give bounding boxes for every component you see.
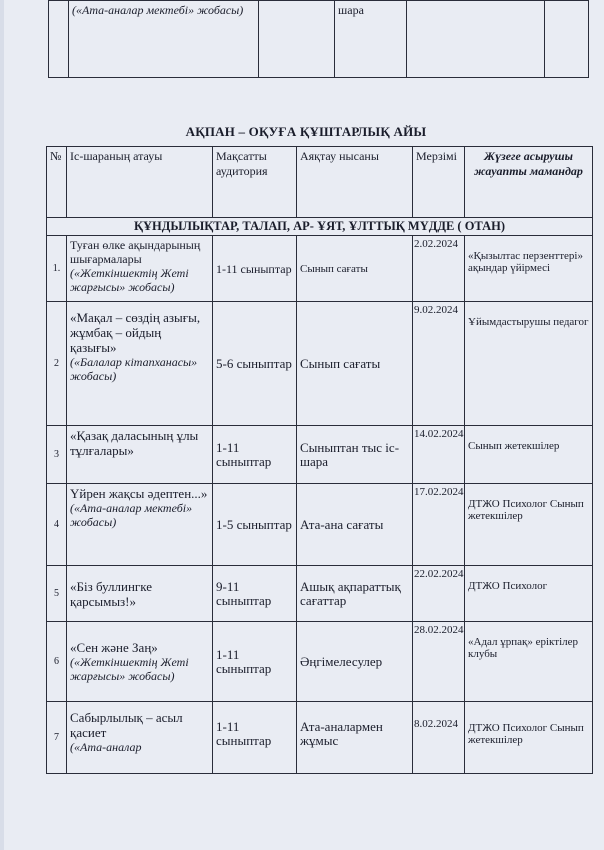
table-row: 6 «Сен және Заң» («Жеткіншектің Жеті жарғысы» жобасы) 1-11 сыныптар Әңгімелесулер 28.02.2024 «Адал ұрпақ» еріктілер клубы [47, 622, 593, 702]
header-row [47, 147, 593, 218]
document-page [4, 0, 604, 850]
col-num: № [47, 147, 67, 218]
event-project: («Балалар кітапханасы» жобасы) [70, 355, 198, 383]
event-title: «Біз буллингке қарсымыз!» [70, 578, 152, 609]
section-row [47, 218, 593, 236]
table-row: 7 Сабырлылық – асыл қасиет («Ата-аналар 1-11 сыныптар Ата-аналармен жұмыс 8.02.2024 ДТЖО Психолог Сынып жетекшілер [47, 702, 593, 774]
event-title: «Қазақ даласының ұлы тұлғалары» [70, 428, 199, 458]
table-row: 5 «Біз буллингке қарсымыз!» 9-11 сыныптар Ашық ақпараттық сағаттар 22.02.2024 ДТЖО Психолог [47, 566, 593, 622]
table-row: 3 «Қазақ даласының ұлы тұлғалары» 1-11 сыныптар Сыныптан тыс іс-шара 14.02.2024 Сынып жетекшілер [47, 426, 593, 484]
table-row: 4 Үйрен жақсы әдептен...» («Ата-аналар мектебі» жобасы) 1-5 сыныптар Ата-ана сағаты 17.02.2024 ДТЖО Психолог Сынып жетекшілер [47, 484, 593, 566]
event-title: Сабырлылық – асыл қасиет [70, 710, 183, 740]
col-date: Мерзімі [413, 147, 465, 218]
section-title: ҚҰНДЫЛЫҚТАР, ТАЛАП, АР- ҰЯТ, ҰЛТТЫҚ МҮДДЕ ( ОТАН) [47, 218, 593, 236]
event-title: Үйрен жақсы әдептен...» [70, 486, 208, 501]
project-label: («Ата-аналар мектебі» жобасы) [69, 1, 259, 78]
col-responsible: Жүзеге асырушы жауапты мамандар [465, 147, 593, 218]
col-name: Іс-шараның атауы [67, 147, 213, 218]
event-project: («Ата-аналар [70, 740, 142, 754]
month-heading: АҚПАН – ОҚУҒА ҚҰШТАРЛЫҚ АЙЫ [185, 124, 427, 139]
event-title: «Мақал – сөздің азығы, жұмбақ – ойдың қазығы» [70, 310, 201, 355]
col-form: Аяқтау нысаны [297, 147, 413, 218]
event-project: («Жеткіншектің Жеті жарғысы» жобасы) [70, 266, 189, 294]
event-title: Туған өлке ақындарының шығармалары [70, 238, 201, 266]
table-row: 2 «Мақал – сөздің азығы, жұмбақ – ойдың қазығы» («Балалар кітапханасы» жобасы) 5-6 сыныптар Сынып сағаты 9.02.2024 Ұйымдастырушы педагог [47, 302, 593, 426]
events-table [46, 146, 593, 774]
event-project: («Ата-аналар мектебі» жобасы) [70, 501, 193, 529]
continued-table-row [48, 0, 589, 78]
event-title: «Сен және Заң» [70, 640, 158, 655]
event-project: («Жеткіншектің Жеті жарғысы» жобасы) [70, 655, 189, 683]
form-cell: шара [335, 1, 407, 78]
table-row: 1. Туған өлке ақындарының шығармалары («Жеткіншектің Жеті жарғысы» жобасы) 1-11 сыныптар Сынып сағаты 2.02.2024 «Қызылтас перзенттері» ақындар үйірмесі [47, 236, 593, 302]
col-audience: Мақсатты аудитория [213, 147, 297, 218]
